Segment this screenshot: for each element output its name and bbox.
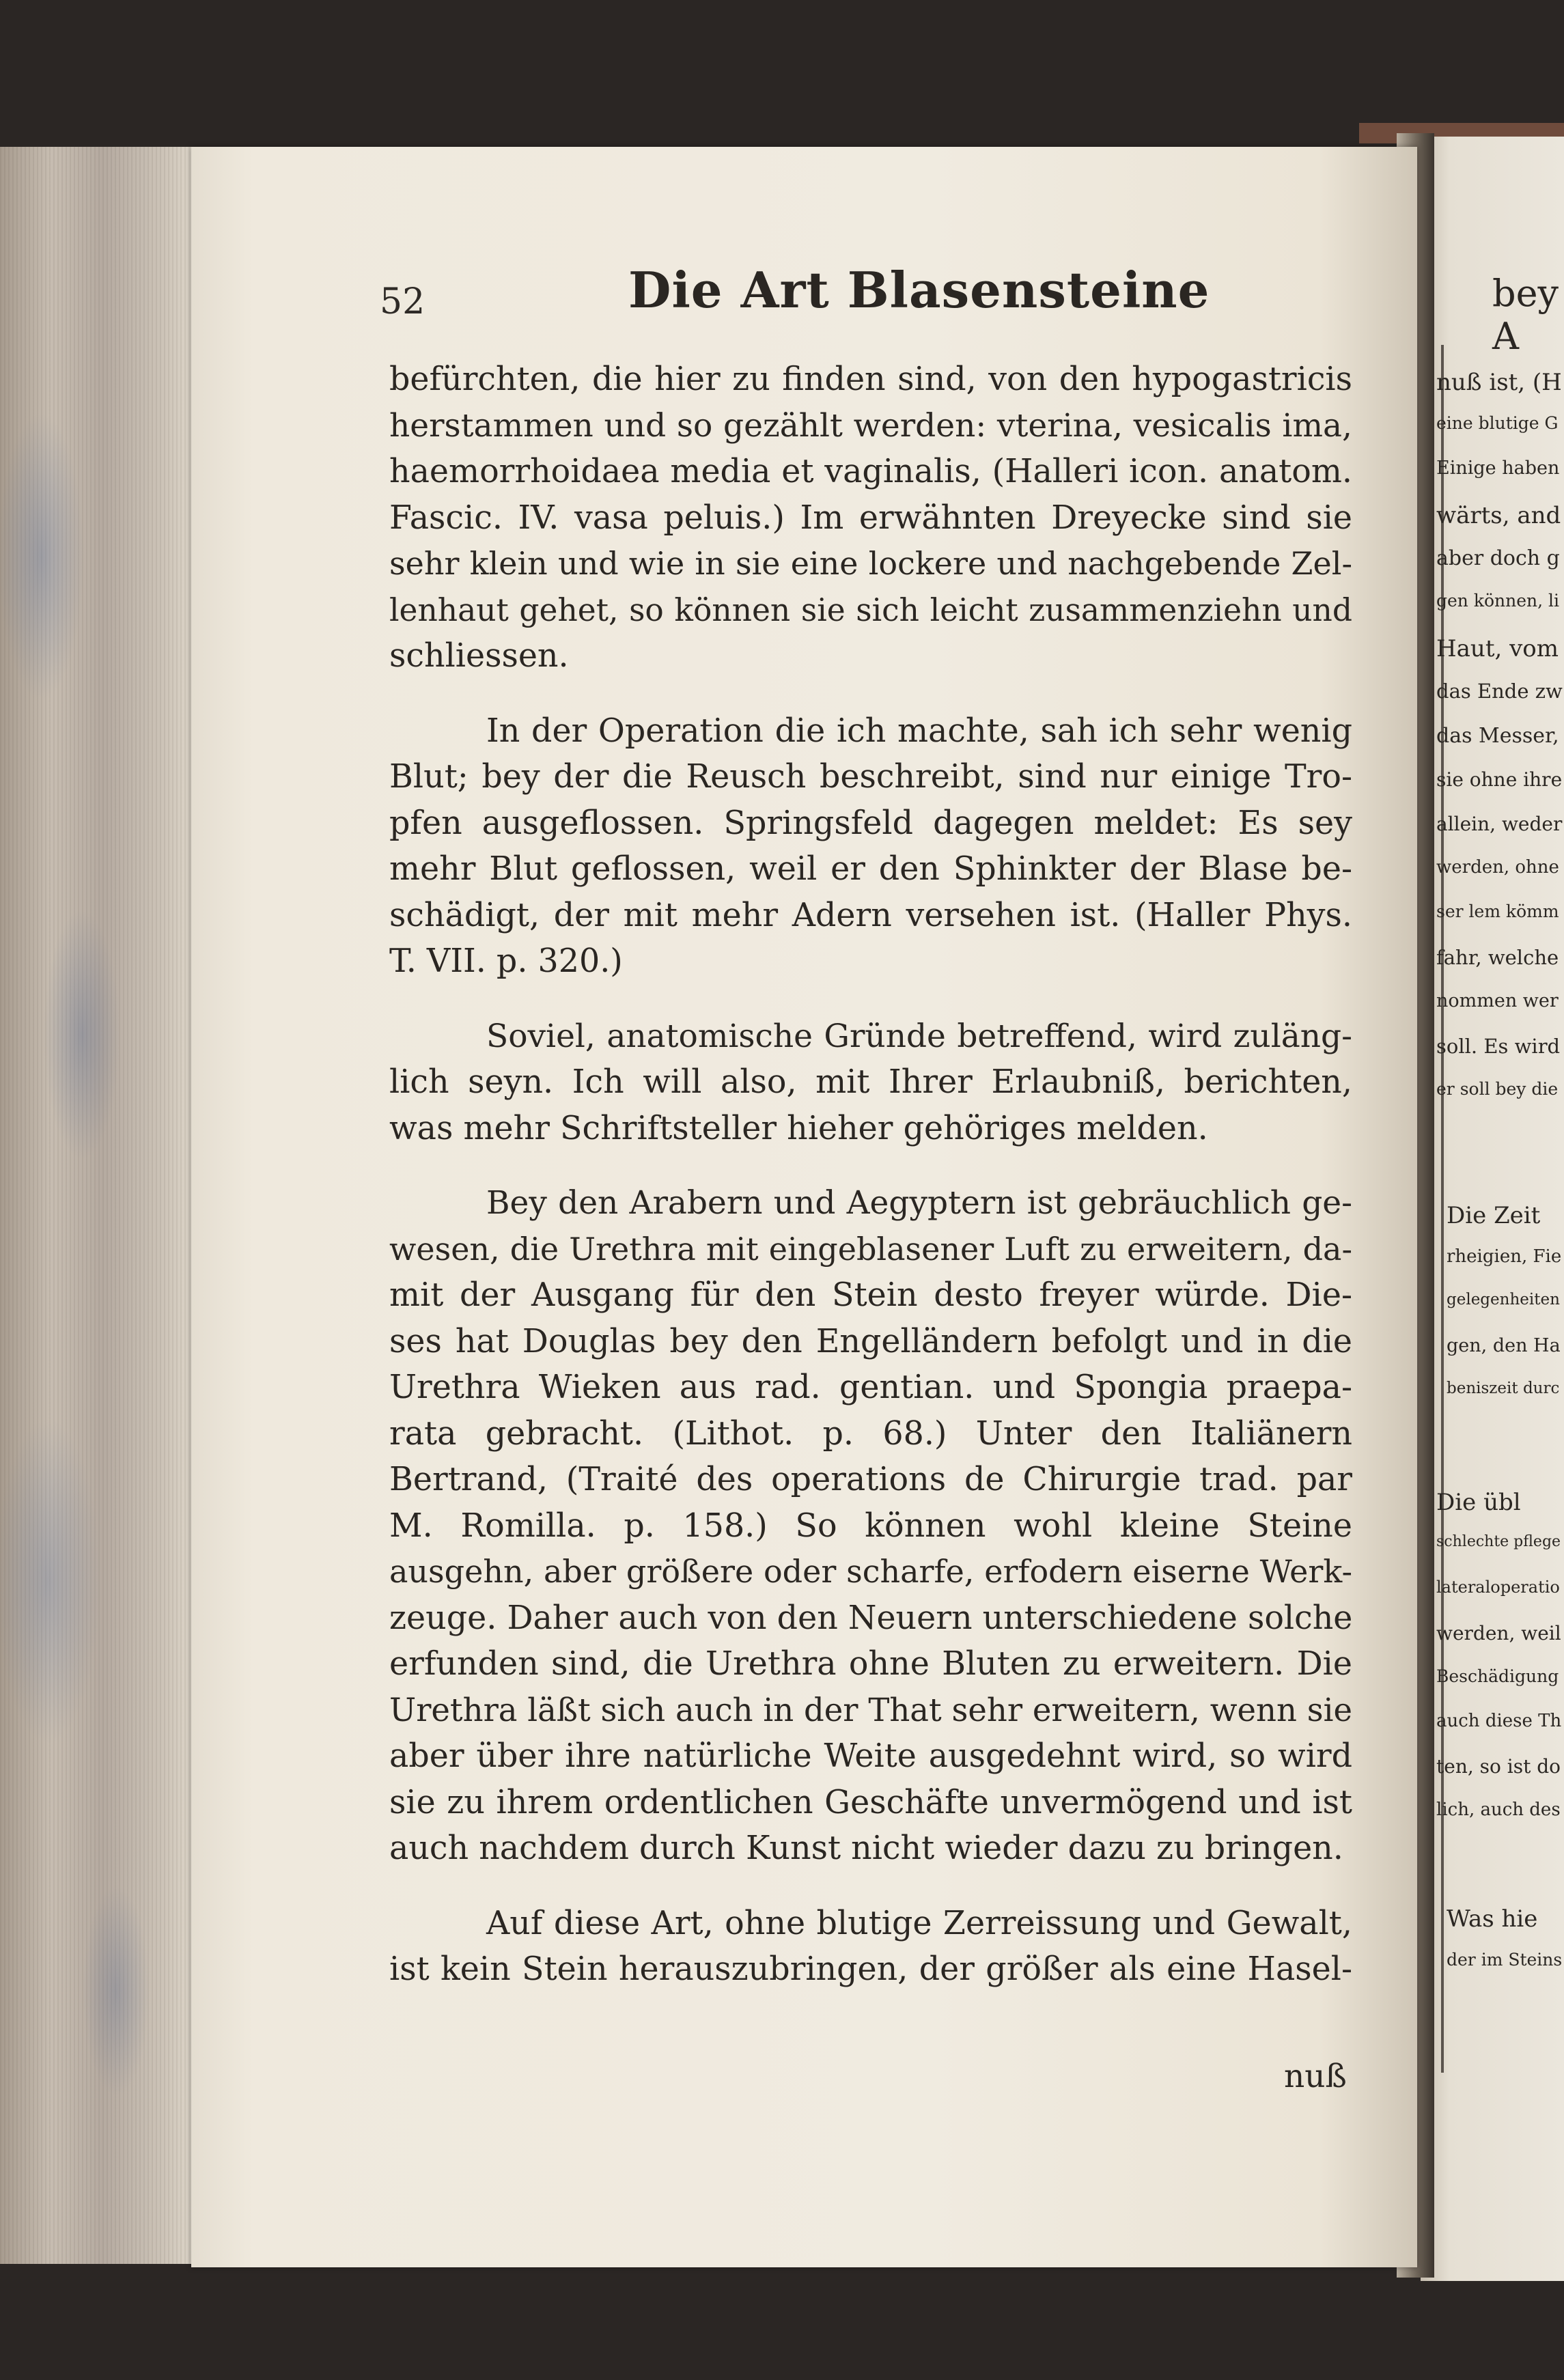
text-line: Urethra Wieken aus rad. gentian. und Spongia praepa-: [389, 1369, 1352, 1406]
facing-page-line: das Ende zw: [1436, 680, 1563, 703]
facing-page-line: Die Zeit: [1447, 1202, 1541, 1229]
facing-page-line: rheigien, Fie: [1447, 1246, 1562, 1267]
text-line: Auf diese Art, ohne blutige Zerreissung und Gewalt,: [486, 1904, 1352, 1942]
text-line: Soviel, anatomische Gründe betreffend, wird zuläng-: [486, 1017, 1352, 1055]
facing-page-line: das Messer,: [1436, 724, 1559, 748]
facing-page-line: aber doch g: [1436, 546, 1560, 570]
text-line: schädigt, der mit mehr Adern versehen ist. (Haller Phys.: [389, 896, 1352, 934]
facing-page-line: er soll bey die: [1436, 1079, 1559, 1099]
text-line: ses hat Douglas bey den Engelländern befolgt und in die: [389, 1322, 1352, 1360]
text-line: Bey den Arabern und Aegyptern ist gebräuchlich ge-: [486, 1184, 1352, 1222]
text-line: was mehr Schriftsteller hieher gehöriges melden.: [389, 1109, 1208, 1147]
paragraph: [389, 356, 1352, 680]
facing-page-line: nommen wer: [1436, 990, 1559, 1011]
text-line: sie zu ihrem ordentlichen Geschäfte unvermögend und ist: [389, 1783, 1352, 1821]
catchword: nuß: [1284, 2058, 1347, 2095]
text-line: lenhaut gehet, so können sie sich leicht zusammenziehn und: [389, 591, 1352, 628]
facing-page-line: Beschädigung: [1436, 1666, 1559, 1686]
paragraph: [389, 708, 1352, 985]
facing-page-line: Haut, vom: [1436, 635, 1559, 662]
text-line: aber über ihre natürliche Weite ausgedehnt wird, so wird: [389, 1737, 1352, 1775]
paragraph: [389, 1013, 1352, 1152]
paragraph: [389, 1180, 1352, 1872]
facing-page-line: Einige haben: [1436, 458, 1560, 479]
text-line: In der Operation die ich machte, sah ich sehr wenig: [486, 712, 1352, 750]
facing-page-line: Die übl: [1436, 1489, 1521, 1516]
text-line: schliessen.: [389, 637, 569, 675]
text-line: Fascic. IV. vasa peluis.) Im erwähnten Dreyecke sind sie: [389, 499, 1352, 537]
text-line: lich seyn. Ich will also, mit Ihrer Erlaubniß, berichten,: [389, 1063, 1352, 1101]
facing-page-head: bey A: [1492, 272, 1559, 358]
text-line: Blut; bey der die Reusch beschreibt, sind nur einige Tro-: [389, 758, 1352, 796]
facing-page-line: nuß ist, (H: [1436, 369, 1562, 396]
paragraph: [389, 1901, 1352, 1993]
facing-page-line: werden, ohne: [1436, 857, 1559, 878]
text-line: rata gebracht. (Lithot. p. 68.) Unter den Italiänern: [389, 1414, 1352, 1453]
facing-page-line: lich, auch des: [1436, 1800, 1561, 1820]
facing-page-line: beniszeit durc: [1447, 1380, 1560, 1397]
facing-page-line: werden, weil: [1436, 1622, 1561, 1644]
facing-page-line: auch diese Th: [1436, 1711, 1562, 1731]
facing-page-line: sie ohne ihre: [1436, 768, 1563, 791]
text-line: ausgehn, aber größere oder scharfe, erfodern eiserne Werk-: [389, 1553, 1352, 1590]
facing-page-line: allein, weder: [1436, 813, 1563, 835]
body-text: [389, 356, 1352, 1993]
text-line: erfunden sind, die Urethra ohne Bluten zu erweitern. Die: [389, 1645, 1352, 1683]
facing-page-line: der im Steins: [1447, 1950, 1563, 1970]
facing-page-line: ten, so ist do: [1436, 1755, 1561, 1778]
text-line: Urethra läßt sich auch in der That sehr erweitern, wenn sie: [389, 1691, 1352, 1728]
text-line: Bertrand, (Traité des operations de Chirurgie trad. par: [389, 1461, 1352, 1498]
text-line: ist kein Stein herauszubringen, der größer als eine Hasel-: [389, 1950, 1352, 1988]
marbled-edge: [0, 147, 205, 2264]
text-line: wesen, die Urethra mit eingeblasener Luft zu erweitern, da-: [389, 1230, 1352, 1268]
facing-page-line: eine blutige G: [1436, 413, 1559, 433]
text-line: zeuge. Daher auch von den Neuern unterschiedene solche: [389, 1599, 1353, 1637]
text-line: mehr Blut geflossen, weil er den Sphinkter der Blase be-: [389, 850, 1352, 888]
facing-page-line: schlechte pflege: [1436, 1533, 1561, 1550]
text-line: haemorrhoidaea media et vaginalis, (Halleri icon. anatom.: [389, 453, 1352, 490]
facing-page-line: ser lem kömm: [1436, 901, 1559, 921]
facing-page-line: gen, den Ha: [1447, 1335, 1561, 1356]
facing-page-line: Was hie: [1447, 1905, 1538, 1933]
facing-page-line: gelegenheiten: [1447, 1291, 1560, 1308]
facing-page-line: soll. Es wird: [1436, 1035, 1561, 1058]
facing-page-line: lateraloperatio: [1436, 1578, 1560, 1597]
text-line: sehr klein und wie in sie eine lockere und nachgebende Zel-: [389, 545, 1352, 582]
text-line: mit der Ausgang für den Stein desto freyer würde. Die-: [389, 1276, 1352, 1314]
text-line: T. VII. p. 320.): [389, 942, 623, 980]
page-title: Die Art Blasensteine: [628, 261, 1210, 319]
text-line: befürchten, die hier zu finden sind, von den hypogastricis: [389, 361, 1352, 398]
text-line: herstammen und so gezählt werden: vterina, vesicalis ima,: [389, 406, 1352, 445]
text-line: M. Romilla. p. 158.) So können wohl kleine Steine: [389, 1507, 1352, 1545]
page-number: 52: [380, 281, 425, 322]
facing-page-line: wärts, and: [1436, 502, 1561, 529]
text-line: pfen ausgeflossen. Springsfeld dagegen meldet: Es sey: [389, 804, 1352, 842]
text-line: auch nachdem durch Kunst nicht wieder dazu zu bringen.: [389, 1830, 1343, 1867]
facing-page-line: fahr, welche: [1436, 946, 1559, 969]
page-edges: [0, 147, 205, 2264]
facing-page-line: gen können, li: [1436, 591, 1560, 611]
